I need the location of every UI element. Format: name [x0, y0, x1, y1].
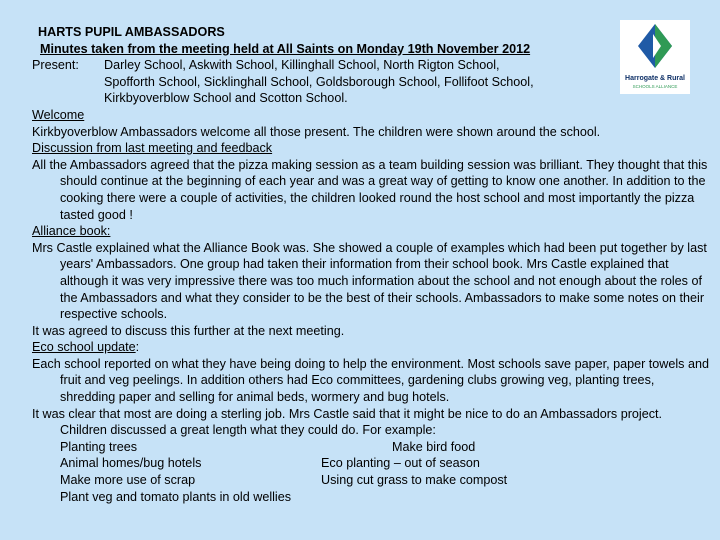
eco-heading: Eco school update — [32, 340, 136, 355]
present-label: Present: — [32, 58, 79, 73]
welcome-heading: Welcome — [32, 107, 85, 122]
example-left: Animal homes/bug hotels — [60, 456, 202, 471]
alliance-paragraph: Mrs Castle explained what the Alliance Book was. She showed a couple of examples which had been put together by last years' Ambassadors. One group had taken their information from their school book. Mrs Castle explained that although it was very impressive there was too much information about the school and not enough about the roles of the Ambassadors and what they consider to be the best of their schools. Ambassadors to make some notes on their respective schools. — [32, 240, 707, 322]
alliance-heading: Alliance book: — [32, 224, 111, 239]
present-line: Spofforth School, Sicklinghall School, Goldsborough School, Follifoot School, — [104, 74, 534, 89]
present-line: Darley School, Askwith School, Killinghall School, North Rigton School, — [104, 58, 500, 73]
example-right: Make bird food — [392, 439, 476, 454]
example-left: Planting trees — [60, 439, 138, 454]
welcome-text: Kirkbyoverblow Ambassadors welcome all those present. The children were shown around the school. — [32, 124, 601, 139]
eco-heading-suffix: : — [135, 340, 140, 355]
present-block — [32, 57, 712, 107]
example-right: Using cut grass to make compost — [321, 473, 508, 488]
example-row — [32, 455, 712, 472]
eco-heading-line — [32, 339, 712, 356]
document-title: HARTS PUPIL AMBASSADORS — [38, 25, 225, 39]
example-right: Eco planting – out of season — [321, 456, 480, 471]
document-subtitle: Minutes taken from the meeting held at All Saints on Monday 19th November 2012 — [40, 41, 531, 56]
discussion-paragraph: All the Ambassadors agreed that the pizza making session as a team building session was brilliant. They thought that this should continue at the beginning of each year and was a great way of getting to know one another. In addition to the cooking there were a couple of activities, the children looked round the host school and most importantly the pizza tasted good ! — [32, 157, 708, 222]
minutes-document — [32, 24, 712, 505]
logo-text-line1: Harrogate & Rural — [625, 75, 685, 82]
present-line: Kirkbyoverblow School and Scotton School. — [104, 91, 348, 106]
eco-paragraph-2: It was clear that most are doing a sterling job. Mrs Castle said that it might be nice to do an Ambassadors project. Children discussed a great length what they could do. For example: — [32, 406, 662, 438]
eco-paragraph-1: Each school reported on what they have being doing to help the environment. Most schools save paper, paper towels and fruit and veg peelings. In addition others had Eco committees, gardening clubs growing veg, planting trees, shredding paper and selling for animal beds, wormery and bug hotels. — [32, 356, 709, 405]
example-row — [32, 439, 712, 456]
discussion-heading: Discussion from last meeting and feedback — [32, 141, 273, 156]
example-last: Plant veg and tomato plants in old wellies — [60, 489, 292, 504]
logo-text-line2: SCHOOLS ALLIANCE — [632, 84, 678, 89]
alliance-agreed: It was agreed to discuss this further at the next meeting. — [32, 323, 345, 338]
present-list — [104, 57, 604, 107]
example-left: Make more use of scrap — [60, 473, 196, 488]
example-row — [32, 472, 712, 489]
